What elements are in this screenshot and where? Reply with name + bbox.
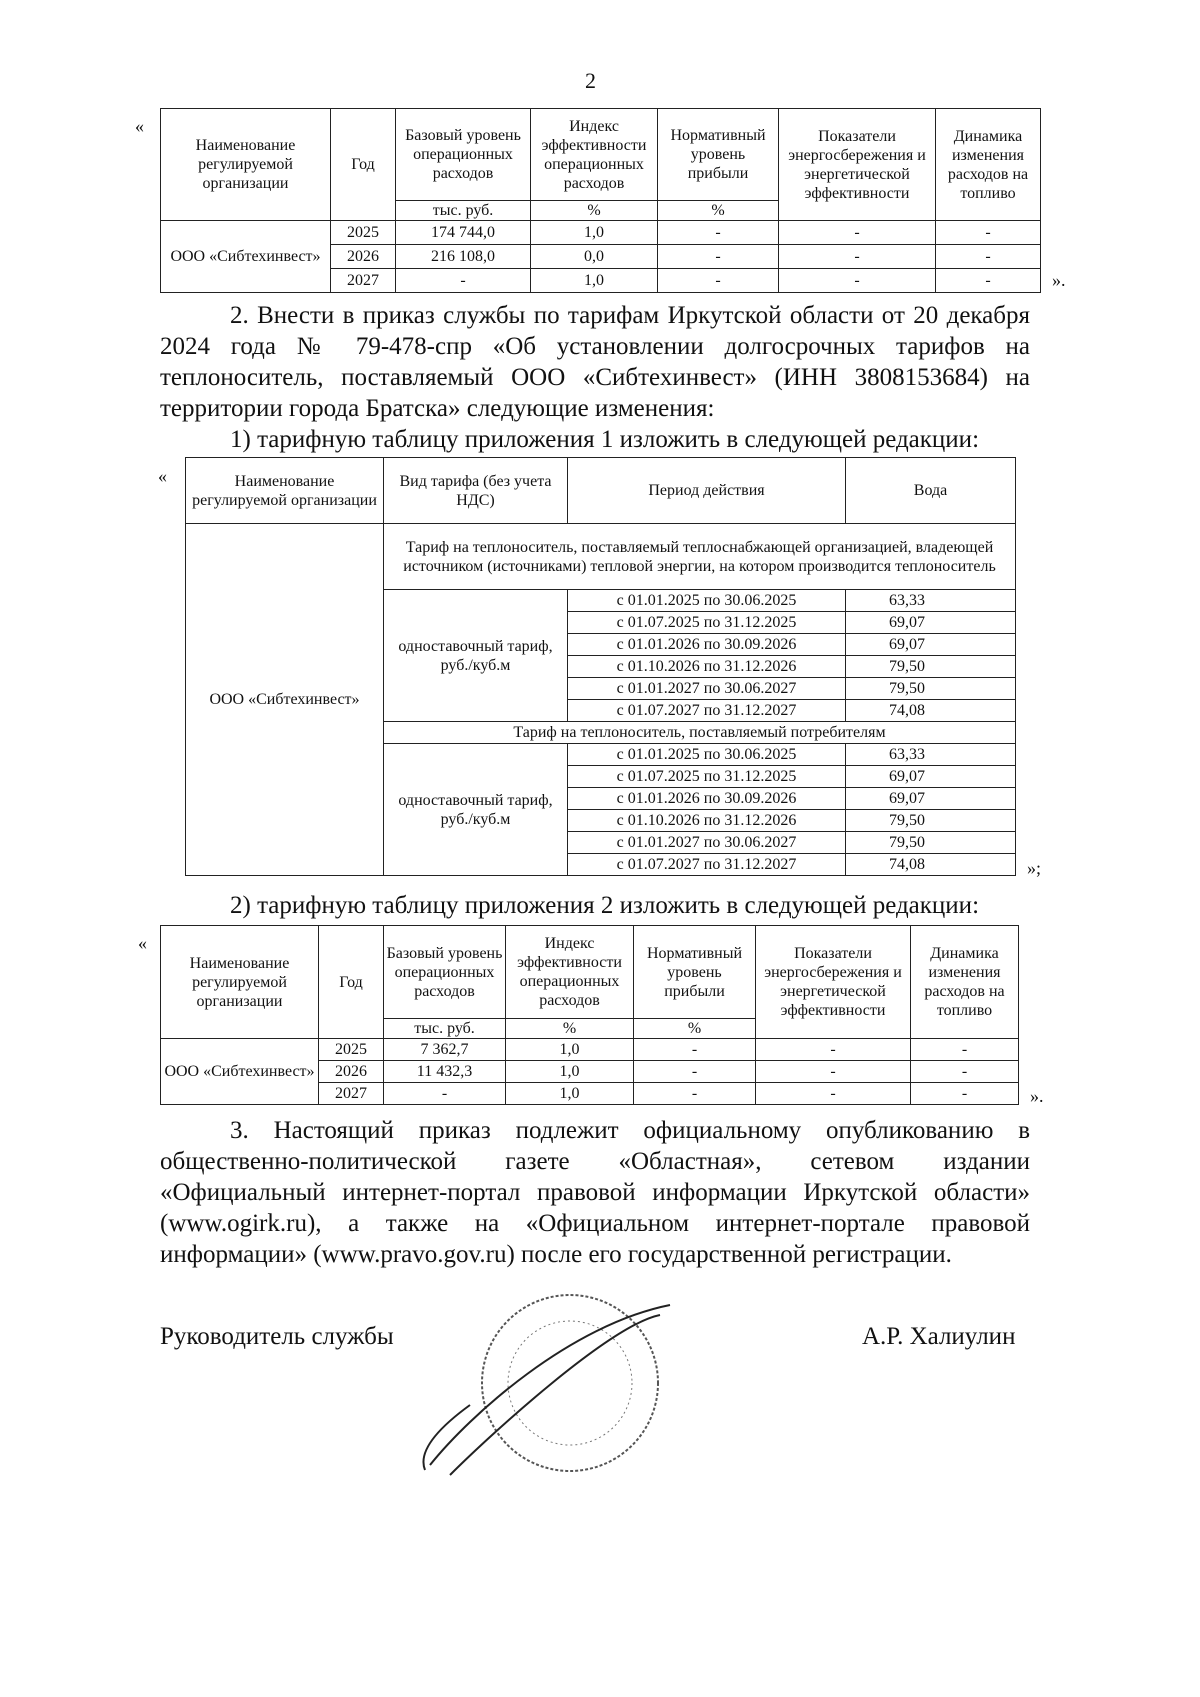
table-cell: 216 108,0 (396, 245, 531, 269)
signature-position: Руководитель службы (160, 1323, 394, 1350)
table-cell: 2026 (319, 1061, 384, 1083)
unit-cell: % (634, 1019, 756, 1039)
table-cell: - (936, 245, 1041, 269)
table-cell: 79,50 (846, 810, 1016, 832)
item-2: 2) тарифную таблицу приложения 2 изложить в следующей редакции: (230, 892, 980, 919)
table-cell: - (756, 1061, 911, 1083)
table-cell: 2025 (319, 1039, 384, 1061)
table-cell: - (779, 221, 936, 245)
table-tariffs (185, 457, 1016, 876)
table-cell: с 01.01.2027 по 30.06.2027 (568, 832, 846, 854)
header-cell: Динамика изменения расходов на топливо (936, 109, 1041, 221)
table-cell: - (779, 269, 936, 293)
table-cell: 69,07 (846, 788, 1016, 810)
table-cell: 74,08 (846, 700, 1016, 722)
table-cell: с 01.01.2025 по 30.06.2025 (568, 744, 846, 766)
header-cell: Показатели энергосбережения и энергетической эффективности (779, 109, 936, 221)
table-cell: с 01.10.2026 по 31.12.2026 (568, 656, 846, 678)
table-cell: с 01.07.2027 по 31.12.2027 (568, 854, 846, 876)
official-stamp (410, 1265, 690, 1505)
quote-close: ». (1030, 1086, 1044, 1106)
header-cell: Индекс эффективности операционных расходов (531, 109, 658, 201)
table-operating-costs-1 (160, 108, 1041, 293)
table-row (161, 1039, 1019, 1061)
table-cell: с 01.07.2025 по 31.12.2025 (568, 766, 846, 788)
table-cell: 7 362,7 (384, 1039, 506, 1061)
table-cell: с 01.01.2025 по 30.06.2025 (568, 590, 846, 612)
quote-close: »; (1027, 858, 1042, 878)
table-row (161, 221, 1041, 245)
table-cell: - (634, 1039, 756, 1061)
table-cell: с 01.01.2027 по 30.06.2027 (568, 678, 846, 700)
table-cell: с 01.10.2026 по 31.12.2026 (568, 810, 846, 832)
table-cell: - (911, 1061, 1019, 1083)
quote-open: « (135, 116, 144, 136)
header-cell: Нормативный уровень прибыли (634, 926, 756, 1019)
table-cell: Тариф на теплоноситель, поставляемый теплоснабжающей организацией, владеющей источником (источниками) тепловой энергии, на котором производится теплоноситель (384, 524, 1016, 590)
header-cell: Наименование регулируемой организации (161, 926, 319, 1039)
table-cell: 2027 (331, 269, 396, 293)
table-cell: 2027 (319, 1083, 384, 1105)
table-cell: с 01.07.2025 по 31.12.2025 (568, 612, 846, 634)
item-1: 1) тарифную таблицу приложения 1 изложить в следующей редакции: (230, 426, 980, 453)
table-cell: 1,0 (506, 1083, 634, 1105)
table-cell: с 01.01.2026 по 30.09.2026 (568, 634, 846, 656)
header-cell: Базовый уровень операционных расходов (396, 109, 531, 201)
table-cell: 69,07 (846, 612, 1016, 634)
table-cell: - (658, 269, 779, 293)
quote-close: ». (1052, 270, 1066, 290)
table-cell: - (911, 1039, 1019, 1061)
unit-cell: тыс. руб. (384, 1019, 506, 1039)
header-cell: Индекс эффективности операционных расходов (506, 926, 634, 1019)
unit-cell: % (531, 201, 658, 221)
table-cell: ООО «Сибтехинвест» (161, 1039, 319, 1105)
table-cell: 1,0 (531, 221, 658, 245)
table-cell: - (658, 221, 779, 245)
stamp-inner-circle (508, 1321, 632, 1445)
header-cell: Нормативный уровень прибыли (658, 109, 779, 201)
quote-open: « (138, 933, 147, 953)
header-cell: Динамика изменения расходов на топливо (911, 926, 1019, 1039)
header-cell: Вода (846, 458, 1016, 524)
paragraph-2: 2. Внести в приказ службы по тарифам Иркутской области от 20 декабря 2024 года № 79-478-спр «Об установлении долгосрочных тарифов на теплоноситель, поставляемый ООО «Сибтехинвест» (ИНН 3808153684) на территории города Братска» следующие изменения: (160, 302, 1030, 422)
table-cell: 63,33 (846, 744, 1016, 766)
table-cell: 1,0 (531, 269, 658, 293)
table-cell: - (384, 1083, 506, 1105)
table-cell: 11 432,3 (384, 1061, 506, 1083)
header-cell: Год (319, 926, 384, 1039)
table-cell: 79,50 (846, 832, 1016, 854)
table-cell: 2025 (331, 221, 396, 245)
table-cell: 69,07 (846, 634, 1016, 656)
table-cell: - (396, 269, 531, 293)
table-cell: - (756, 1083, 911, 1105)
table-cell: - (936, 221, 1041, 245)
table-cell: - (911, 1083, 1019, 1105)
table-cell: - (756, 1039, 911, 1061)
quote-open: « (158, 466, 167, 486)
unit-cell: % (506, 1019, 634, 1039)
header-cell: Показатели энергосбережения и энергетической эффективности (756, 926, 911, 1039)
table-cell: - (936, 269, 1041, 293)
table-cell: 79,50 (846, 656, 1016, 678)
table-cell: - (658, 245, 779, 269)
unit-cell: % (658, 201, 779, 221)
table-operating-costs-2 (160, 925, 1019, 1105)
table-cell: 79,50 (846, 678, 1016, 700)
table-cell: 2026 (331, 245, 396, 269)
table-cell: с 01.01.2026 по 30.09.2026 (568, 788, 846, 810)
header-cell: Период действия (568, 458, 846, 524)
header-cell: Год (331, 109, 396, 221)
table-cell: - (779, 245, 936, 269)
signature-strokes (423, 1305, 670, 1475)
header-cell: Наименование регулируемой организации (186, 458, 384, 524)
table-cell: 174 744,0 (396, 221, 531, 245)
table-cell: одноставочный тариф, руб./куб.м (384, 744, 568, 876)
table-cell: ООО «Сибтехинвест» (186, 524, 384, 876)
table-cell: Тариф на теплоноситель, поставляемый потребителям (384, 722, 1016, 744)
header-cell: Базовый уровень операционных расходов (384, 926, 506, 1019)
header-cell: Вид тарифа (без учета НДС) (384, 458, 568, 524)
table-cell: - (634, 1083, 756, 1105)
page-number: 2 (585, 68, 596, 93)
table-cell: - (634, 1061, 756, 1083)
header-cell: Наименование регулируемой организации (161, 109, 331, 221)
table-cell: 74,08 (846, 854, 1016, 876)
table-cell: 63,33 (846, 590, 1016, 612)
signature-name: А.Р. Халиулин (862, 1323, 1016, 1350)
paragraph-3: 3. Настоящий приказ подлежит официальному опубликованию в общественно-политической газете «Областная», сетевом издании «Официальный интернет-портал правовой информации Иркутской области» (www.ogirk.ru), а также на «Официальном интернет-портале правовой информации» (www.pravo.gov.ru) после его государственной регистрации. (160, 1117, 1030, 1268)
table-cell: 1,0 (506, 1061, 634, 1083)
unit-cell: тыс. руб. (396, 201, 531, 221)
table-cell: 69,07 (846, 766, 1016, 788)
table-cell: с 01.07.2027 по 31.12.2027 (568, 700, 846, 722)
table-row (186, 524, 1016, 590)
table-cell: одноставочный тариф, руб./куб.м (384, 590, 568, 722)
table-cell: ООО «Сибтехинвест» (161, 221, 331, 293)
table-cell: 0,0 (531, 245, 658, 269)
table-cell: 1,0 (506, 1039, 634, 1061)
